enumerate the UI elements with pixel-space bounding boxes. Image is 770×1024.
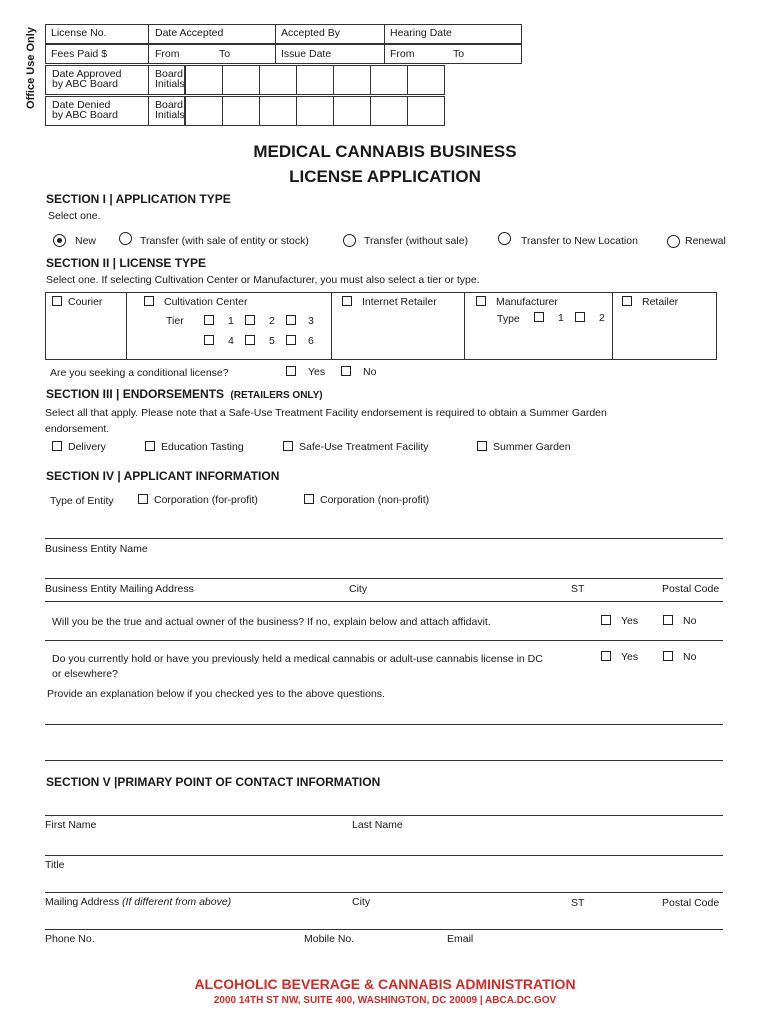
for-profit-option[interactable] — [138, 494, 258, 506]
non-profit-label: Corporation (non-profit) — [320, 494, 430, 506]
checkbox[interactable] — [245, 335, 255, 345]
license-no[interactable] — [663, 651, 696, 663]
fees-paid-label: Fees Paid $ — [51, 48, 108, 60]
checkbox[interactable] — [342, 296, 352, 306]
field-line — [45, 640, 723, 641]
tier-6-label: 6 — [308, 335, 314, 347]
no-label: No — [683, 615, 697, 627]
radio-transfer-sale[interactable] — [119, 232, 132, 245]
initial-box — [259, 96, 297, 126]
date-accepted-label: Date Accepted — [155, 27, 224, 39]
checkbox[interactable] — [477, 441, 487, 451]
section-1-instruction: Select one. — [48, 210, 101, 222]
footer-org: ALCOHOLIC BEVERAGE & CANNABIS ADMINISTRATION — [194, 976, 576, 992]
phone-label: Phone No. — [45, 933, 95, 945]
safe-use-label: Safe-Use Treatment Facility — [299, 441, 429, 453]
summer-garden-label: Summer Garden — [493, 441, 571, 453]
radio-transfer-location[interactable] — [498, 232, 511, 245]
radio-transfer-no-sale-label: Transfer (without sale) — [364, 235, 469, 247]
date-approved-label: Date Approved by ABC Board — [52, 68, 122, 90]
to-label: To — [219, 48, 231, 60]
postal-code-label: Postal Code — [662, 583, 720, 595]
radio-renewal[interactable] — [667, 235, 680, 248]
yes-label: Yes — [308, 366, 326, 378]
from-label: From — [155, 48, 180, 60]
checkbox[interactable] — [304, 494, 314, 504]
initial-box — [407, 96, 445, 126]
section-3-heading — [46, 387, 323, 401]
mailing-address-label: Business Entity Mailing Address — [45, 583, 194, 595]
footer-address: 2000 14TH ST NW, SUITE 400, WASHINGTON, DC 20009 | ABCA.DC.GOV — [213, 995, 557, 1006]
tier-4-option[interactable] — [204, 335, 234, 347]
checkbox[interactable] — [52, 296, 62, 306]
field-line — [45, 892, 723, 893]
checkbox[interactable] — [52, 441, 62, 451]
checkbox[interactable] — [663, 651, 673, 661]
no-label: No — [683, 651, 697, 663]
checkbox[interactable] — [663, 615, 673, 625]
tier-1-label: 1 — [228, 315, 234, 327]
summer-garden-option[interactable] — [477, 441, 571, 453]
from-label-2: From — [390, 48, 415, 60]
date-denied-label: Date Denied by ABC Board — [52, 99, 118, 121]
city-label-2: City — [352, 896, 371, 908]
hearing-date-label: Hearing Date — [390, 27, 452, 39]
postal-code-label-2: Postal Code — [662, 897, 720, 909]
section-2-instruction: Select one. If selecting Cultivation Center or Manufacturer, you must also select a tier or type. — [46, 274, 480, 286]
section-1-heading: SECTION I | APPLICATION TYPE — [46, 192, 231, 206]
checkbox[interactable] — [283, 441, 293, 451]
explanation-instruction: Provide an explanation below if you checked yes to the above questions. — [47, 688, 385, 700]
tier-5-option[interactable] — [245, 335, 275, 347]
checkbox[interactable] — [245, 315, 255, 325]
delivery-option[interactable] — [52, 441, 106, 453]
yes-label: Yes — [621, 651, 639, 663]
tier-1-option[interactable] — [204, 315, 234, 327]
field-line — [45, 855, 723, 856]
initial-box — [222, 96, 260, 126]
section-2-heading: SECTION II | LICENSE TYPE — [46, 256, 207, 270]
owner-question: Will you be the true and actual owner of the business? If no, explain below and attach affidavit. — [52, 616, 491, 628]
mailing-note: (If different from above) — [122, 896, 232, 908]
field-line — [45, 815, 723, 816]
education-tasting-label: Education Tasting — [161, 441, 244, 453]
initial-box — [407, 65, 445, 95]
section-4-heading: SECTION IV | APPLICANT INFORMATION — [46, 469, 280, 483]
checkbox[interactable] — [476, 296, 486, 306]
tier-5-label: 5 — [269, 335, 275, 347]
column-divider — [464, 292, 465, 360]
yes-label: Yes — [621, 615, 639, 627]
section-3-instruction: Select all that apply. Please note that a Safe-Use Treatment Facility endorsement is required to obtain a Summer Garden endorsement. — [45, 407, 607, 435]
retailers-only-note: (RETAILERS ONLY) — [230, 390, 323, 401]
entity-type-label: Type of Entity — [50, 495, 114, 507]
type-label: Type — [497, 313, 520, 325]
checkbox[interactable] — [286, 315, 296, 325]
retailer-label: Retailer — [642, 296, 679, 308]
non-profit-option[interactable] — [304, 494, 429, 506]
tier-3-label: 3 — [308, 315, 314, 327]
internet-retailer-label: Internet Retailer — [362, 296, 437, 308]
mobile-label: Mobile No. — [304, 933, 355, 945]
title-label: Title — [45, 859, 65, 871]
initial-box — [185, 65, 223, 95]
email-label: Email — [447, 933, 474, 945]
retailer-option[interactable] — [622, 296, 678, 308]
type-2-label: 2 — [599, 312, 605, 324]
section-5-heading: SECTION V |PRIMARY POINT OF CONTACT INFORMATION — [46, 775, 381, 789]
checkbox[interactable] — [286, 335, 296, 345]
checkbox[interactable] — [622, 296, 632, 306]
board-initials-label-2: Board Initials — [155, 99, 185, 121]
checkbox[interactable] — [145, 441, 155, 451]
board-initials-label: Board Initials — [155, 68, 185, 90]
type-1-label: 1 — [558, 312, 564, 324]
tier-6-option[interactable] — [286, 335, 314, 347]
radio-transfer-location-label: Transfer to New Location — [521, 235, 638, 247]
field-line — [45, 538, 723, 539]
initial-box — [333, 65, 371, 95]
field-line — [45, 578, 723, 579]
tier-3-option[interactable] — [286, 315, 314, 327]
radio-transfer-sale-label: Transfer (with sale of entity or stock) — [140, 235, 309, 247]
license-question: Do you currently hold or have you previously held a medical cannabis or adult-use cannabis license in DC or elsewhere? — [52, 653, 543, 680]
checkbox[interactable] — [601, 615, 611, 625]
initial-box — [296, 65, 334, 95]
owner-no[interactable] — [663, 615, 696, 627]
initial-box — [333, 96, 371, 126]
field-line — [45, 929, 723, 930]
explanation-line[interactable] — [45, 724, 723, 725]
column-divider — [612, 292, 613, 360]
checkbox[interactable] — [204, 335, 214, 345]
cultivation-label: Cultivation Center — [164, 296, 248, 308]
initial-box — [185, 96, 223, 126]
conditional-yes[interactable] — [286, 366, 325, 378]
owner-yes[interactable] — [601, 615, 638, 627]
radio-new[interactable] — [53, 234, 66, 247]
courier-option[interactable] — [52, 296, 102, 308]
section-3-title: SECTION III | ENDORSEMENTS — [46, 387, 225, 401]
city-label: City — [349, 583, 368, 595]
accepted-by-label: Accepted By — [281, 27, 340, 39]
initial-box — [370, 65, 408, 95]
type-2-option[interactable] — [575, 312, 605, 324]
courier-label: Courier — [68, 296, 103, 308]
initial-box — [370, 96, 408, 126]
conditional-question: Are you seeking a conditional license? — [50, 367, 229, 379]
field-line — [45, 601, 723, 602]
type-1-option[interactable] — [534, 312, 564, 324]
manufacturer-label: Manufacturer — [496, 296, 558, 308]
no-label: No — [363, 366, 377, 378]
first-name-label: First Name — [45, 819, 97, 831]
cultivation-option[interactable] — [144, 296, 247, 308]
delivery-label: Delivery — [68, 441, 106, 453]
tier-2-label: 2 — [269, 315, 275, 327]
education-tasting-option[interactable] — [145, 441, 244, 453]
license-no-label: License No. — [51, 27, 107, 39]
initial-box — [222, 65, 260, 95]
explanation-line[interactable] — [45, 760, 723, 761]
tier-2-option[interactable] — [245, 315, 275, 327]
initial-box — [296, 96, 334, 126]
business-name-label: Business Entity Name — [45, 543, 148, 555]
checkbox[interactable] — [286, 366, 296, 376]
office-use-label: Office Use Only — [25, 27, 37, 109]
license-yes[interactable] — [601, 651, 638, 663]
checkbox[interactable] — [534, 312, 544, 322]
page-title: MEDICAL CANNABIS BUSINESS LICENSE APPLICATION — [253, 142, 517, 186]
issue-date-label: Issue Date — [281, 48, 332, 60]
column-divider — [126, 292, 127, 360]
radio-new-label: New — [75, 235, 97, 247]
radio-renewal-label: Renewal — [685, 235, 726, 247]
mailing-text: Mailing Address — [45, 896, 120, 908]
st-label: ST — [571, 583, 585, 595]
conditional-no[interactable] — [341, 366, 376, 378]
checkbox[interactable] — [341, 366, 351, 376]
checkbox[interactable] — [204, 315, 214, 325]
column-divider — [331, 292, 332, 360]
radio-transfer-no-sale[interactable] — [343, 234, 356, 247]
checkbox[interactable] — [144, 296, 154, 306]
checkbox[interactable] — [575, 312, 585, 322]
tier-4-label: 4 — [228, 335, 234, 347]
to-label-2: To — [453, 48, 465, 60]
safe-use-option[interactable] — [283, 441, 429, 453]
internet-retailer-option[interactable] — [342, 296, 437, 308]
initial-box — [259, 65, 297, 95]
manufacturer-option[interactable] — [476, 296, 558, 308]
checkbox[interactable] — [601, 651, 611, 661]
last-name-label: Last Name — [352, 819, 403, 831]
st-label-2: ST — [571, 897, 585, 909]
tier-label: Tier — [166, 315, 184, 327]
mailing-address-label-2 — [45, 896, 231, 908]
for-profit-label: Corporation (for-profit) — [154, 494, 258, 506]
checkbox[interactable] — [138, 494, 148, 504]
